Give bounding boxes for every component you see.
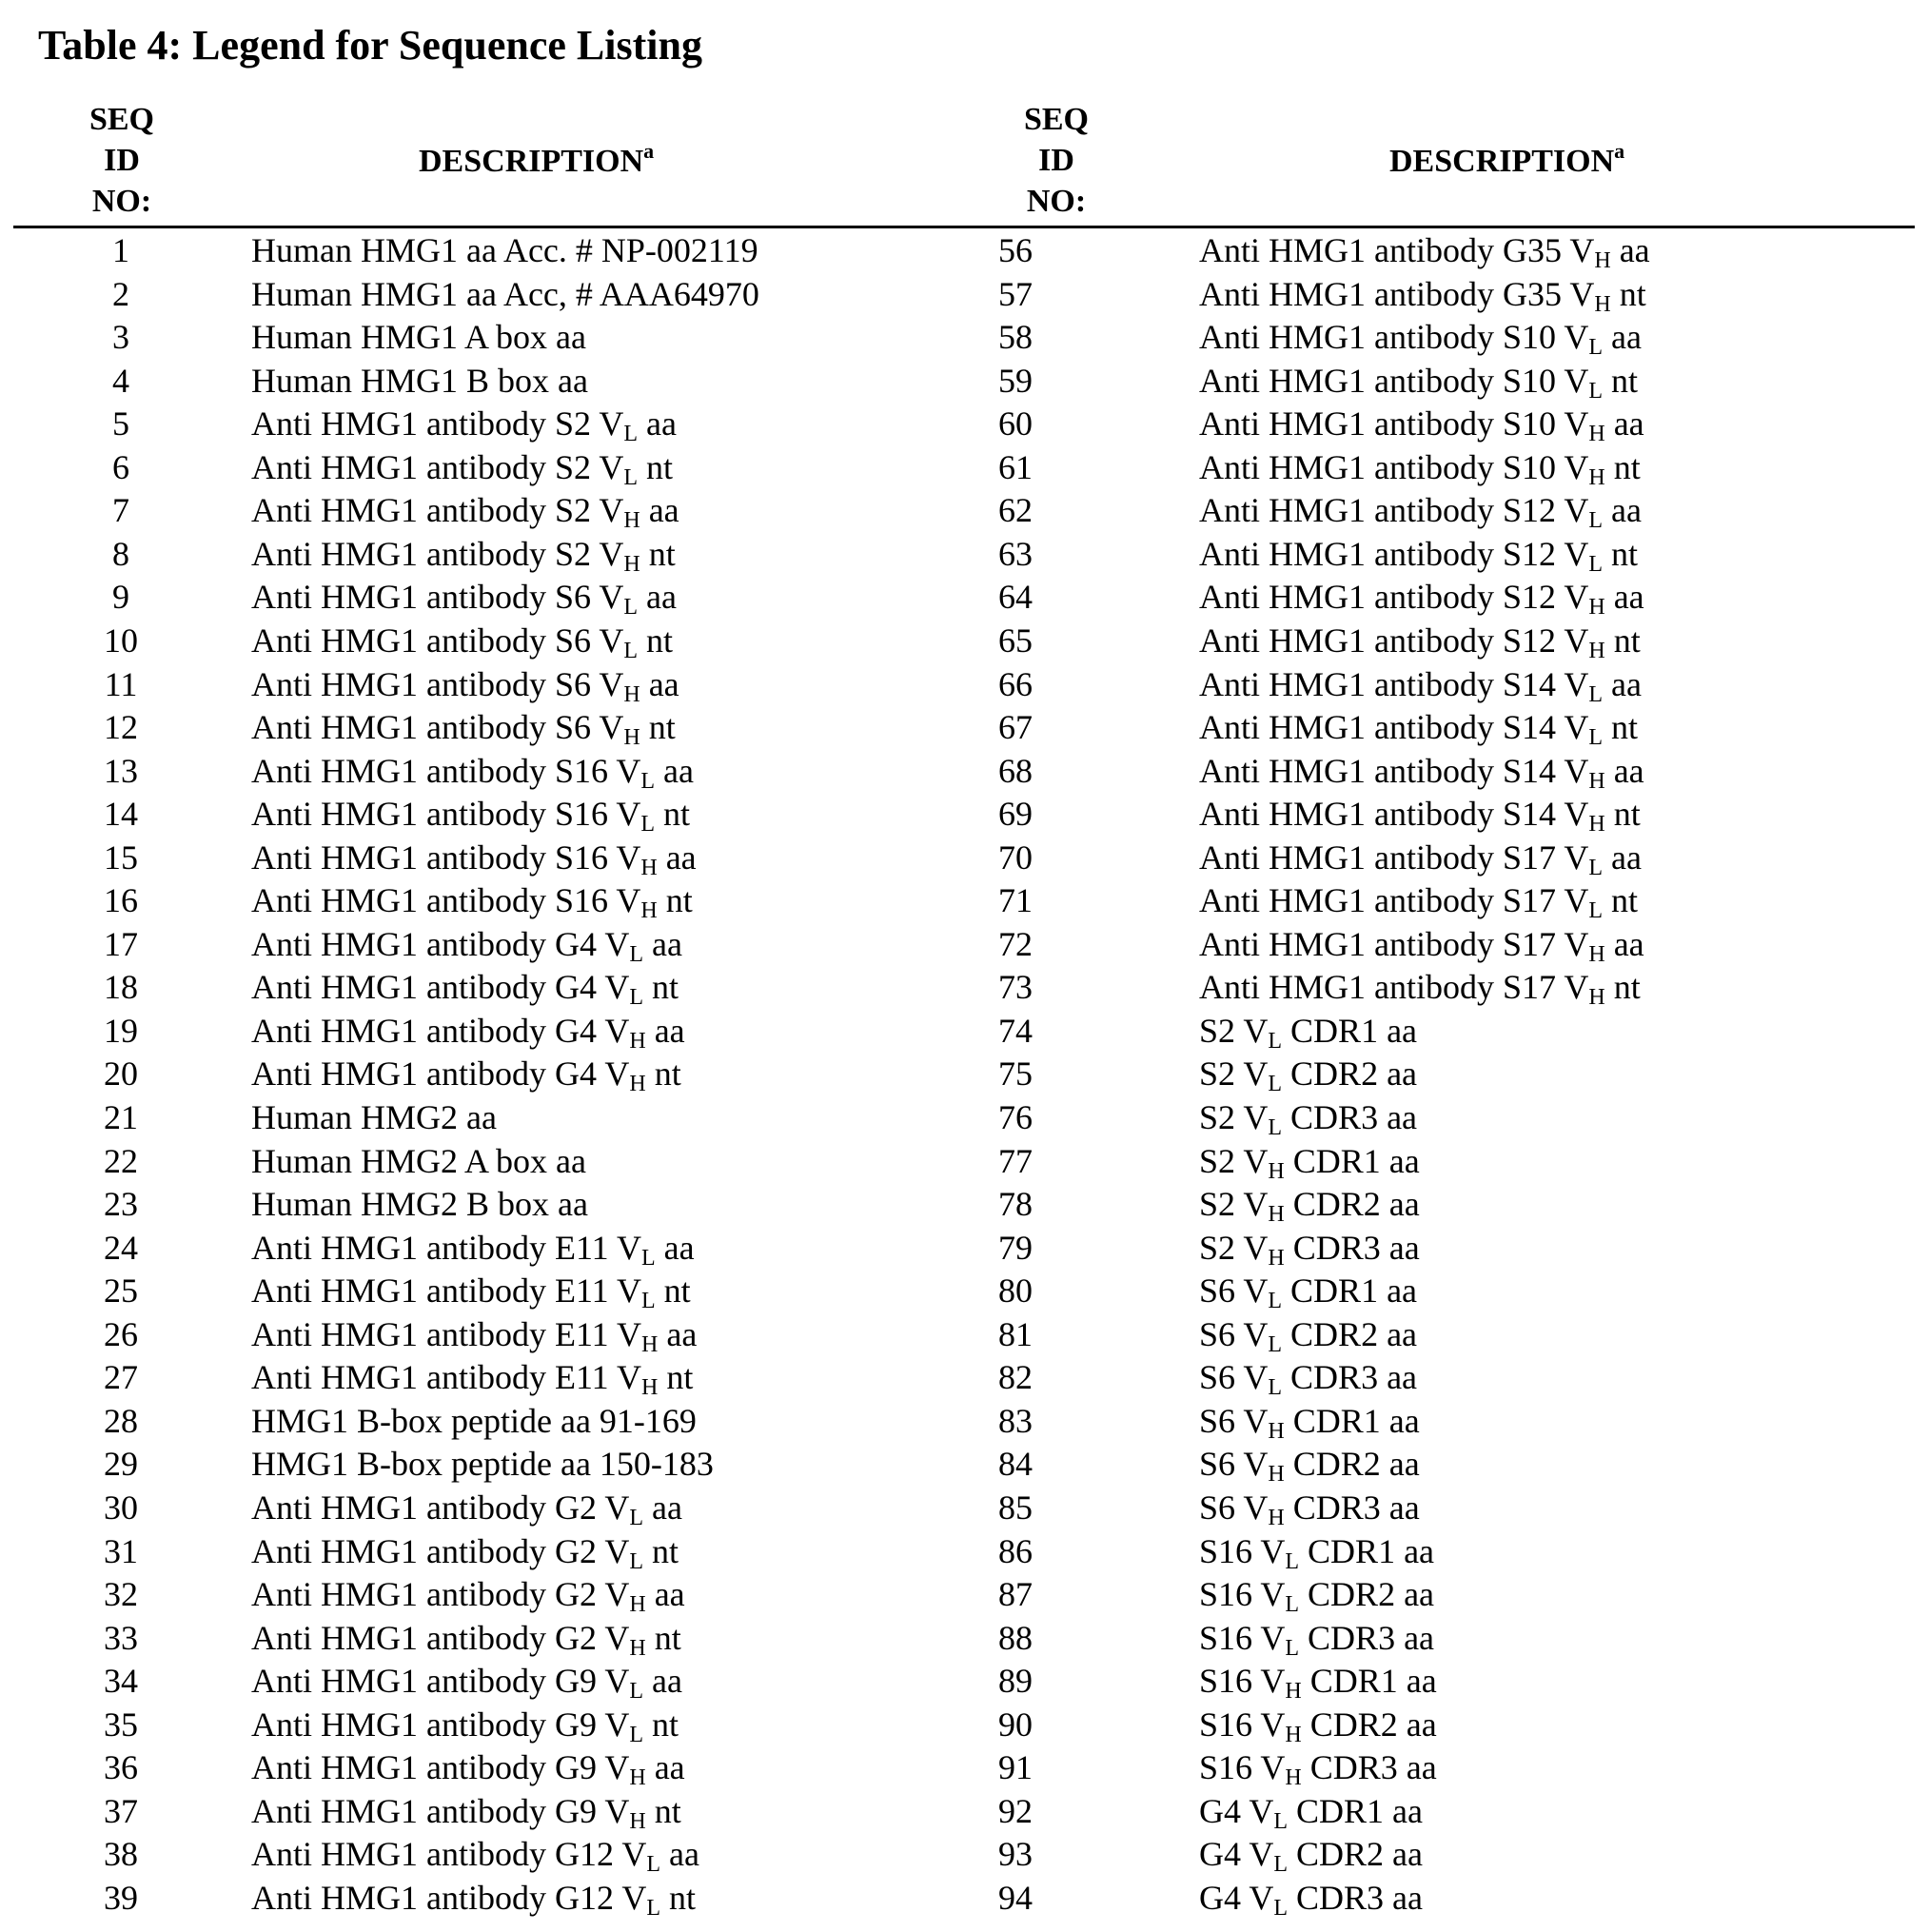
seq-id-cell: 60 (998, 404, 1033, 444)
seq-id-cell: 31 (104, 1531, 138, 1570)
seq-id-cell: 7 (112, 491, 129, 530)
description-cell: Anti HMG1 antibody G2 $V_L$ aa (251, 1488, 682, 1530)
seq-id-cell: 12 (104, 708, 138, 747)
header-rule (13, 226, 1915, 228)
seq-id-cell: 56 (998, 231, 1033, 269)
seq-id-cell: 68 (998, 751, 1033, 790)
description-cell: Anti HMG1 antibody S10 $V_L$ nt (1199, 361, 1639, 404)
seq-id-cell: 1 (112, 231, 129, 269)
seq-id-cell: 26 (104, 1314, 138, 1353)
seq-id-header (1011, 99, 1102, 222)
seq-id-cell: 94 (998, 1878, 1033, 1917)
description-cell: Anti HMG1 antibody S2 $V_L$ aa (251, 404, 677, 447)
seq-id-cell: 6 (112, 447, 129, 486)
seq-id-cell: 9 (112, 578, 129, 617)
description-cell: Anti HMG1 antibody G4 $V_H$ aa (251, 1011, 685, 1054)
description-cell: Anti HMG1 antibody E11 $V_L$ nt (251, 1272, 691, 1314)
seq-id-cell: 62 (998, 491, 1033, 530)
description-cell: Human HMG1 aa Acc, # AAA64970 (251, 274, 759, 313)
description-cell: Anti HMG1 antibody S6 $V_H$ aa (251, 664, 679, 707)
description-cell: S16 $V_L$ CDR1 aa (1199, 1531, 1435, 1574)
seq-id-cell: 3 (112, 318, 129, 357)
description-cell: Anti HMG1 antibody E11 $V_H$ aa (251, 1314, 698, 1357)
description-cell: S16 $V_H$ CDR2 aa (1199, 1705, 1437, 1747)
description-cell: Anti HMG1 antibody S14 $V_H$ nt (1199, 795, 1641, 838)
seq-id-cell: 24 (104, 1228, 138, 1267)
seq-id-cell: 89 (998, 1662, 1033, 1701)
seq-id-cell: 33 (104, 1618, 138, 1657)
description-cell: Anti HMG1 antibody S17 $V_H$ nt (1199, 968, 1641, 1011)
table-title: Table 4: Legend for Sequence Listing (38, 22, 702, 69)
seq-id-cell: 70 (998, 838, 1033, 877)
seq-id-cell: 11 (104, 664, 138, 703)
seq-id-cell: 17 (104, 924, 138, 963)
description-cell: S2 $V_L$ CDR3 aa (1199, 1098, 1418, 1140)
seq-id-cell: 73 (998, 968, 1033, 1007)
seq-id-cell: 67 (998, 708, 1033, 747)
description-cell: S16 $V_L$ CDR3 aa (1199, 1618, 1435, 1661)
seq-id-cell: 21 (104, 1098, 138, 1136)
header-text: DESCRIPTION (1389, 144, 1615, 179)
seq-id-cell: 13 (104, 751, 138, 790)
description-cell: Anti HMG1 antibody G9 $V_H$ nt (251, 1791, 681, 1834)
description-cell: Anti HMG1 antibody S16 $V_H$ aa (251, 838, 697, 880)
description-cell: Anti HMG1 antibody S12 $V_L$ aa (1199, 491, 1642, 534)
seq-id-cell: 37 (104, 1791, 138, 1830)
description-cell: Anti HMG1 antibody S12 $V_L$ nt (1199, 534, 1639, 577)
description-cell: Anti HMG1 antibody G2 $V_H$ aa (251, 1575, 685, 1618)
seq-id-cell: 84 (998, 1445, 1033, 1484)
description-cell: Anti HMG1 antibody G4 $V_L$ aa (251, 924, 682, 967)
seq-id-cell: 4 (112, 361, 129, 400)
description-cell: Anti HMG1 antibody S2 $V_H$ nt (251, 534, 676, 577)
description-cell: Anti HMG1 antibody S10 $V_H$ nt (1199, 447, 1641, 490)
seq-id-cell: 69 (998, 795, 1033, 834)
seq-id-cell: 27 (104, 1358, 138, 1397)
description-cell: Anti HMG1 antibody G9 $V_L$ nt (251, 1705, 679, 1747)
seq-id-cell: 74 (998, 1011, 1033, 1050)
description-cell: S2 $V_L$ CDR1 aa (1199, 1011, 1418, 1054)
description-cell: Anti HMG1 antibody G12 $V_L$ aa (251, 1835, 699, 1878)
description-cell: Anti HMG1 antibody G4 $V_L$ nt (251, 968, 679, 1011)
description-cell: Anti HMG1 antibody S17 $V_L$ nt (1199, 881, 1639, 924)
description-cell: S6 $V_H$ CDR1 aa (1199, 1401, 1420, 1444)
header-line: NO: (1026, 184, 1087, 219)
description-cell: Anti HMG1 antibody G2 $V_L$ nt (251, 1531, 679, 1574)
description-cell: HMG1 B-box peptide aa 150-183 (251, 1445, 714, 1484)
seq-id-cell: 81 (998, 1314, 1033, 1353)
seq-id-cell: 87 (998, 1575, 1033, 1614)
description-cell: S6 $V_H$ CDR2 aa (1199, 1445, 1420, 1488)
seq-id-cell: 92 (998, 1791, 1033, 1830)
seq-id-cell: 32 (104, 1575, 138, 1614)
seq-id-cell: 91 (998, 1748, 1033, 1787)
description-cell: Anti HMG1 antibody S12 $V_H$ nt (1199, 621, 1641, 663)
description-cell: Anti HMG1 antibody S16 $V_H$ nt (251, 881, 693, 924)
seq-id-cell: 83 (998, 1401, 1033, 1440)
seq-id-cell: 77 (998, 1141, 1033, 1180)
seq-id-cell: 14 (104, 795, 138, 834)
description-cell: Anti HMG1 antibody S14 $V_L$ aa (1199, 664, 1642, 707)
seq-id-cell: 34 (104, 1662, 138, 1701)
footnote-marker: a (643, 139, 655, 163)
seq-id-cell: 78 (998, 1185, 1033, 1224)
seq-id-cell: 10 (104, 621, 138, 660)
seq-id-cell: 65 (998, 621, 1033, 660)
seq-id-cell: 64 (998, 578, 1033, 617)
seq-id-cell: 86 (998, 1531, 1033, 1570)
description-cell: Anti HMG1 antibody S17 $V_L$ aa (1199, 838, 1642, 880)
seq-id-cell: 39 (104, 1878, 138, 1917)
seq-id-cell: 29 (104, 1445, 138, 1484)
header-line: NO: (91, 184, 152, 219)
description-cell: Anti HMG1 antibody S12 $V_H$ aa (1199, 578, 1644, 621)
seq-id-cell: 88 (998, 1618, 1033, 1657)
header-line: ID (104, 143, 140, 178)
description-header (1389, 141, 1624, 182)
description-cell: Anti HMG1 antibody G9 $V_H$ aa (251, 1748, 685, 1791)
seq-id-cell: 93 (998, 1835, 1033, 1874)
description-cell: Human HMG1 A box aa (251, 318, 586, 357)
description-cell: S6 $V_L$ CDR3 aa (1199, 1358, 1418, 1401)
seq-id-cell: 15 (104, 838, 138, 877)
seq-id-cell: 28 (104, 1401, 138, 1440)
seq-id-cell: 22 (104, 1141, 138, 1180)
description-cell: S2 $V_H$ CDR2 aa (1199, 1185, 1420, 1228)
description-cell: Anti HMG1 antibody S6 $V_L$ nt (251, 621, 674, 663)
description-cell: G4 $V_L$ CDR3 aa (1199, 1878, 1424, 1921)
footnote-marker: a (1614, 139, 1625, 163)
seq-id-cell: 38 (104, 1835, 138, 1874)
description-cell: Anti HMG1 antibody G9 $V_L$ aa (251, 1662, 682, 1705)
header-line: ID (1038, 143, 1074, 178)
description-cell: Anti HMG1 antibody G35 $V_H$ nt (1199, 274, 1646, 317)
seq-id-cell: 36 (104, 1748, 138, 1787)
description-cell: Anti HMG1 antibody S10 $V_H$ aa (1199, 404, 1644, 447)
description-cell: S2 $V_L$ CDR2 aa (1199, 1055, 1418, 1097)
seq-id-cell: 63 (998, 534, 1033, 573)
seq-id-cell: 20 (104, 1055, 138, 1094)
seq-id-cell: 19 (104, 1011, 138, 1050)
seq-id-cell: 35 (104, 1705, 138, 1744)
description-cell: Anti HMG1 antibody S2 $V_L$ nt (251, 447, 674, 490)
description-cell: Anti HMG1 antibody E11 $V_H$ nt (251, 1358, 694, 1401)
seq-id-cell: 16 (104, 881, 138, 920)
description-cell: S16 $V_L$ CDR2 aa (1199, 1575, 1435, 1618)
description-cell: S16 $V_H$ CDR3 aa (1199, 1748, 1437, 1791)
description-cell: S6 $V_L$ CDR2 aa (1199, 1314, 1418, 1357)
seq-id-cell: 61 (998, 447, 1033, 486)
seq-id-cell: 18 (104, 968, 138, 1007)
seq-id-cell: 85 (998, 1488, 1033, 1527)
seq-id-cell: 79 (998, 1228, 1033, 1267)
description-cell: Human HMG2 aa (251, 1098, 497, 1136)
seq-id-cell: 58 (998, 318, 1033, 357)
description-cell: S6 $V_H$ CDR3 aa (1199, 1488, 1420, 1530)
description-cell: Human HMG1 B box aa (251, 361, 588, 400)
description-cell: Anti HMG1 antibody S14 $V_H$ aa (1199, 751, 1644, 794)
header-line: SEQ (1023, 102, 1090, 137)
description-cell: Anti HMG1 antibody S16 $V_L$ nt (251, 795, 691, 838)
description-cell: G4 $V_L$ CDR2 aa (1199, 1835, 1424, 1878)
description-cell: Human HMG2 A box aa (251, 1141, 586, 1180)
seq-id-cell: 25 (104, 1272, 138, 1311)
description-cell: Anti HMG1 antibody S2 $V_H$ aa (251, 491, 679, 534)
description-cell: S2 $V_H$ CDR1 aa (1199, 1141, 1420, 1184)
description-cell: S16 $V_H$ CDR1 aa (1199, 1662, 1437, 1705)
description-cell: Anti HMG1 antibody G2 $V_H$ nt (251, 1618, 681, 1661)
header-line: SEQ (89, 102, 155, 137)
seq-id-cell: 66 (998, 664, 1033, 703)
seq-id-cell: 2 (112, 274, 129, 313)
description-cell: Anti HMG1 antibody S10 $V_L$ aa (1199, 318, 1642, 361)
seq-id-cell: 8 (112, 534, 129, 573)
seq-id-cell: 76 (998, 1098, 1033, 1136)
seq-id-cell: 71 (998, 881, 1033, 920)
seq-id-cell: 90 (998, 1705, 1033, 1744)
description-cell: Anti HMG1 antibody E11 $V_L$ aa (251, 1228, 695, 1271)
description-cell: Human HMG1 aa Acc. # NP-002119 (251, 231, 758, 269)
seq-id-header (76, 99, 167, 222)
description-cell: Anti HMG1 antibody S17 $V_H$ aa (1199, 924, 1644, 967)
seq-id-cell: 80 (998, 1272, 1033, 1311)
description-cell: G4 $V_L$ CDR1 aa (1199, 1791, 1424, 1834)
description-cell: Anti HMG1 antibody G35 $V_H$ aa (1199, 231, 1650, 273)
description-cell: Anti HMG1 antibody S6 $V_H$ nt (251, 708, 676, 751)
description-cell: S2 $V_H$ CDR3 aa (1199, 1228, 1420, 1271)
description-cell: Anti HMG1 antibody S16 $V_L$ aa (251, 751, 694, 794)
description-cell: HMG1 B-box peptide aa 91-169 (251, 1401, 697, 1440)
seq-id-cell: 72 (998, 924, 1033, 963)
description-cell: Anti HMG1 antibody S6 $V_L$ aa (251, 578, 677, 621)
seq-id-cell: 82 (998, 1358, 1033, 1397)
seq-id-cell: 75 (998, 1055, 1033, 1094)
seq-id-cell: 30 (104, 1488, 138, 1527)
seq-id-cell: 23 (104, 1185, 138, 1224)
seq-id-cell: 59 (998, 361, 1033, 400)
description-cell: Anti HMG1 antibody G12 $V_L$ nt (251, 1878, 697, 1921)
header-text: DESCRIPTION (419, 144, 644, 179)
description-cell: Anti HMG1 antibody S14 $V_L$ nt (1199, 708, 1639, 751)
seq-id-cell: 5 (112, 404, 129, 444)
description-cell: Human HMG2 B box aa (251, 1185, 588, 1224)
seq-id-cell: 57 (998, 274, 1033, 313)
description-header (419, 141, 654, 182)
description-cell: Anti HMG1 antibody G4 $V_H$ nt (251, 1055, 681, 1097)
description-cell: S6 $V_L$ CDR1 aa (1199, 1272, 1418, 1314)
